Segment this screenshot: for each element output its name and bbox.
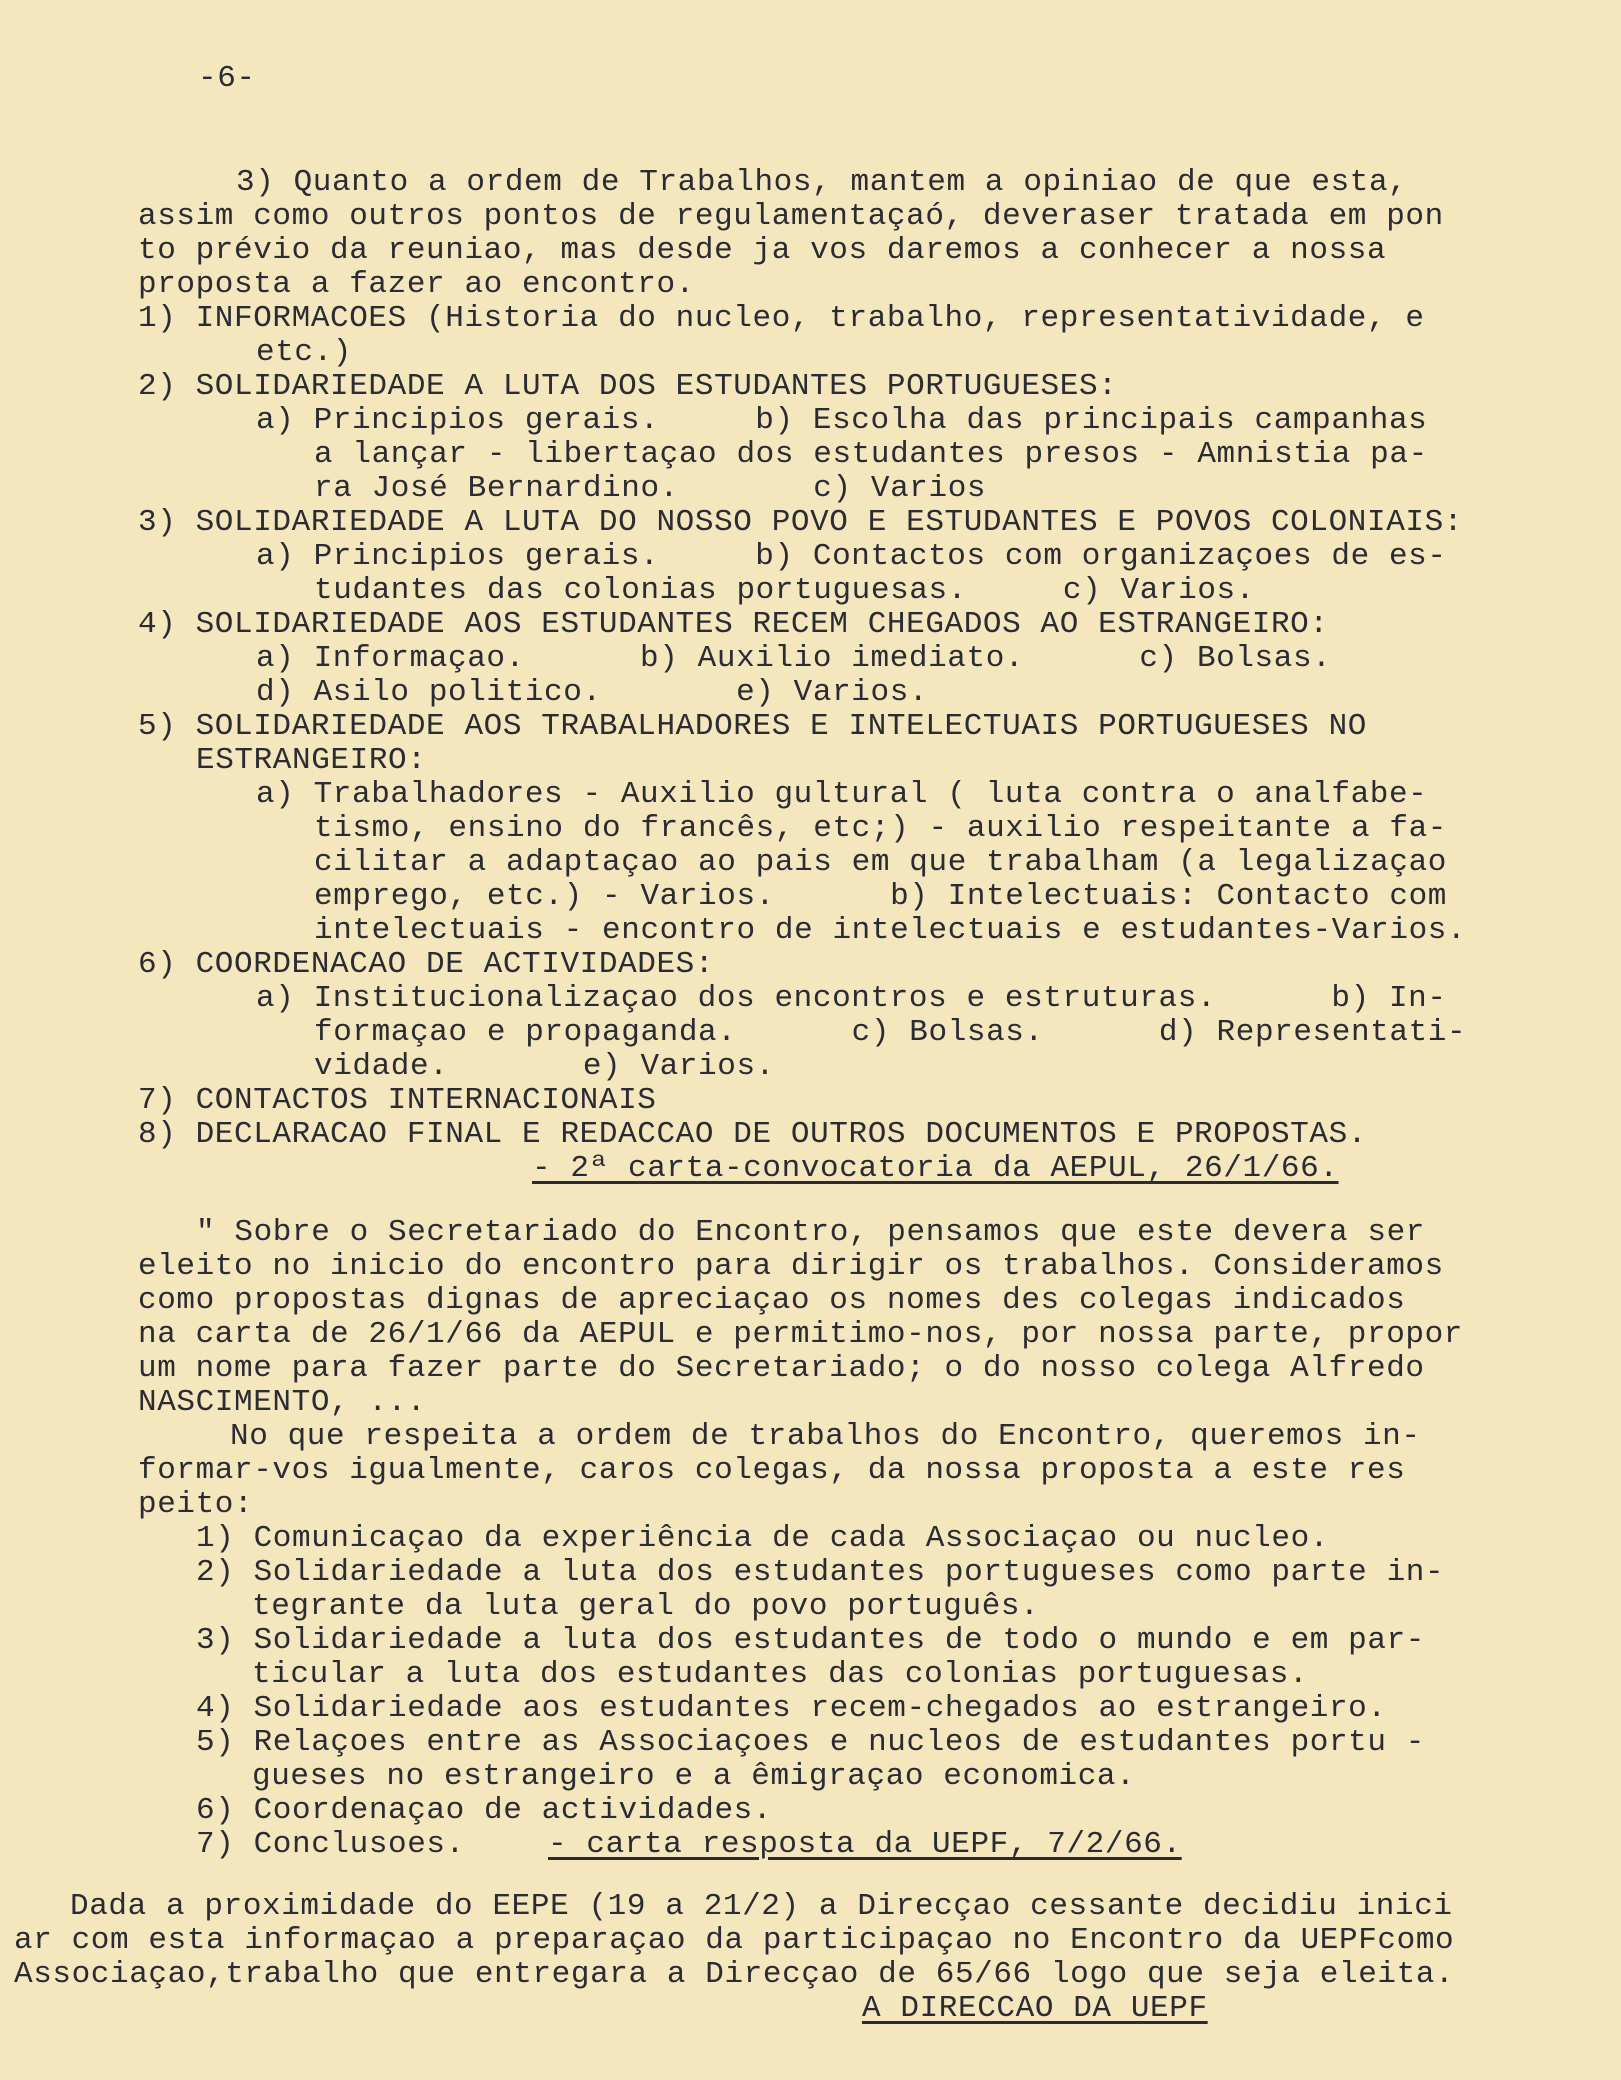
proposal-item: gueses no estrangeiro e a êmigraçao economica.	[252, 1759, 1136, 1794]
proposal-item: 6) Coordenaçao de actividades.	[196, 1793, 773, 1828]
quote-line: " Sobre o Secretariado do Encontro, pensamos que este devera ser	[196, 1215, 1425, 1250]
paragraph-line: 3) Quanto a ordem de Trabalhos, mantem a opiniao de que esta,	[236, 165, 1408, 200]
agenda-subitem: formaçao e propaganda. c) Bolsas. d) Representati-	[314, 1015, 1467, 1050]
closing-line: ar com esta informaçao a preparaçao da participaçao no Encontro da UEPFcomo	[14, 1923, 1455, 1958]
proposal-item: tegrante da luta geral do povo português.	[252, 1589, 1040, 1624]
agenda-item: ESTRANGEIRO:	[196, 743, 427, 778]
agenda-subitem: a lançar - libertaçao dos estudantes presos - Amnistia pa-	[314, 437, 1428, 472]
agenda-subitem: a) Principios gerais. b) Contactos com organizaçoes de es-	[256, 539, 1447, 574]
agenda-item: 2) SOLIDARIEDADE A LUTA DOS ESTUDANTES PORTUGUESES:	[138, 369, 1118, 404]
quote-line: na carta de 26/1/66 da AEPUL e permitimo-nos, por nossa parte, propor	[138, 1317, 1464, 1352]
paragraph-line: assim como outros pontos de regulamentaçaó, deveraser tratada em pon	[138, 199, 1444, 234]
agenda-item: 8) DECLARACAO FINAL E REDACCAO DE OUTROS DOCUMENTOS E PROPOSTAS.	[138, 1117, 1367, 1152]
quote-line: como propostas dignas de apreciaçao os nomes des colegas indicados	[138, 1283, 1406, 1318]
quote-line: um nome para fazer parte do Secretariado; o do nosso colega Alfredo	[138, 1351, 1425, 1386]
agenda-subitem: emprego, etc.) - Varios. b) Intelectuais: Contacto com	[314, 879, 1447, 914]
agenda-subitem: tismo, ensino do francês, etc;) - auxilio respeitante a fa-	[314, 811, 1447, 846]
agenda-item: 7) CONTACTOS INTERNACIONAIS	[138, 1083, 657, 1118]
proposal-item: 3) Solidariedade a luta dos estudantes de todo o mundo e em par-	[196, 1623, 1425, 1658]
proposal-item: 7) Conclusoes.	[196, 1827, 465, 1862]
quote-line: No que respeita a ordem de trabalhos do Encontro, queremos in-	[230, 1419, 1421, 1454]
agenda-item: 6) COORDENACAO DE ACTIVIDADES:	[138, 947, 715, 982]
agenda-subitem: ra José Bernardino. c) Varios	[314, 471, 987, 506]
proposal-item: 2) Solidariedade a luta dos estudantes portugueses como parte in-	[196, 1555, 1445, 1590]
quote-line: formar-vos igualmente, caros colegas, da nossa proposta a este res	[138, 1453, 1406, 1488]
agenda-subitem: a) Institucionalizaçao dos encontros e estruturas. b) In-	[256, 981, 1447, 1016]
signature: A DIRECCAO DA UEPF	[862, 1991, 1208, 2026]
quote-line: NASCIMENTO, ...	[138, 1385, 427, 1420]
agenda-item: 3) SOLIDARIEDADE A LUTA DO NOSSO POVO E ESTUDANTES E POVOS COLONIAIS:	[138, 505, 1464, 540]
paragraph-line: to prévio da reuniao, mas desde ja vos daremos a conhecer a nossa	[138, 233, 1387, 268]
quote-line: peito:	[138, 1487, 254, 1522]
agenda-subitem: intelectuais - encontro de intelectuais e estudantes-Varios.	[314, 913, 1467, 948]
quote-line: eleito no inicio do encontro para dirigir os trabalhos. Consideramos	[138, 1249, 1444, 1284]
agenda-item: 4) SOLIDARIEDADE AOS ESTUDANTES RECEM CHEGADOS AO ESTRANGEIRO:	[138, 607, 1329, 642]
agenda-item: etc.)	[256, 335, 353, 370]
closing-line: Associaçao,trabalho que entregara a Direcçao de 65/66 logo que seja eleita.	[14, 1957, 1455, 1992]
agenda-subitem: d) Asilo politico. e) Varios.	[256, 675, 929, 710]
agenda-subitem: vidade. e) Varios.	[314, 1049, 775, 1084]
agenda-subitem: tudantes das colonias portuguesas. c) Varios.	[314, 573, 1255, 608]
paragraph-line: proposta a fazer ao encontro.	[138, 267, 695, 302]
source-reference: - 2ª carta-convocatoria da AEPUL, 26/1/66.	[532, 1151, 1339, 1186]
source-reference: - carta resposta da UEPF, 7/2/66.	[548, 1827, 1182, 1862]
page-number: -6-	[198, 61, 256, 96]
agenda-item: 5) SOLIDARIEDADE AOS TRABALHADORES E INTELECTUAIS PORTUGUESES NO	[138, 709, 1367, 744]
agenda-subitem: a) Trabalhadores - Auxilio gultural ( luta contra o analfabe-	[256, 777, 1428, 812]
proposal-item: ticular a luta dos estudantes das colonias portuguesas.	[252, 1657, 1309, 1692]
agenda-item: 1) INFORMACOES (Historia do nucleo, trabalho, representatividade, e	[138, 301, 1425, 336]
proposal-item: 1) Comunicaçao da experiência de cada Associaçao ou nucleo.	[196, 1521, 1329, 1556]
proposal-item: 5) Relaçoes entre as Associaçoes e nucleos de estudantes portu -	[196, 1725, 1425, 1760]
agenda-subitem: a) Informaçao. b) Auxilio imediato. c) Bolsas.	[256, 641, 1332, 676]
agenda-subitem: a) Principios gerais. b) Escolha das principais campanhas	[256, 403, 1428, 438]
proposal-item: 4) Solidariedade aos estudantes recem-chegados ao estrangeiro.	[196, 1691, 1387, 1726]
closing-line: Dada a proximidade do EEPE (19 a 21/2) a Direcçao cessante decidiu inici	[70, 1889, 1453, 1924]
agenda-subitem: cilitar a adaptaçao ao pais em que trabalham (a legalizaçao	[314, 845, 1447, 880]
